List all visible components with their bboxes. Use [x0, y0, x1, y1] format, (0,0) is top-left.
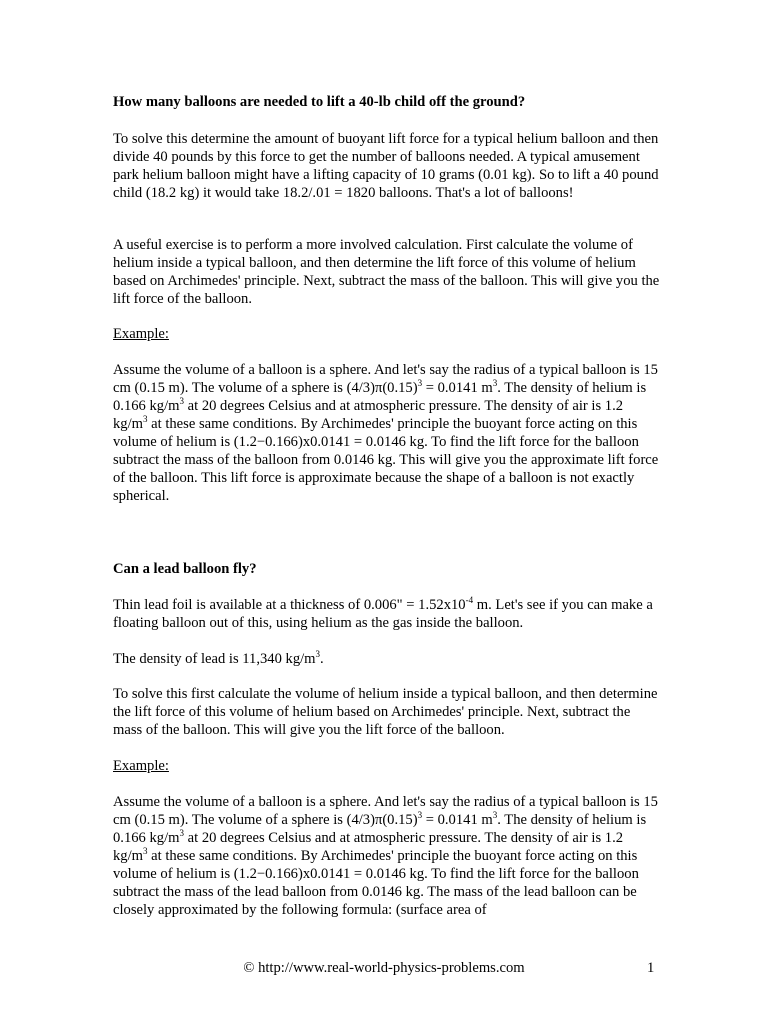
- section-heading-lead-balloon: Can a lead balloon fly?: [113, 561, 257, 577]
- paragraph-exercise: A useful exercise is to perform a more involved calculation. First calculate the volume of helium inside a typical balloon, and then determine the lift force of this volume of helium based on Archimedes' principle. Next, subtract the mass of the balloon. This will give you the lift force of the balloon.: [113, 237, 660, 307]
- paragraph-example-calculation: Assume the volume of a balloon is a sphere. And let's say the radius of a typical balloon is 15 cm (0.15 m). The volume of a sphere is $(4/3)\pi(0.15)^3 = 0.0141$ $m^3$. The density of helium is 0.166 $kg/m^3$ at 20 degrees Celsius and at atmospheric pressure. The density of air is 1.2 $kg/m^3$ at these same conditions. By Archimedes' principle the buoyant force acting on this volume of helium is (1.2−0.166)x0.0141 = 0.0146 kg. To find the lift force for the balloon subtract the mass of the balloon from 0.0146 kg. This will give you the approximate lift force of the balloon. This lift force is approximate because the shape of a balloon is not exactly spherical.: [113, 362, 659, 504]
- paragraph-lead-density: The density of lead is 11,340 $kg/m^3$.: [113, 649, 324, 667]
- paragraph-lead-foil: Thin lead foil is available at a thickness of 0.006" = $1.52x10^{-4}$ m. Let's see if you can make a floating balloon out of this, using helium as the gas inside the balloon.: [113, 595, 653, 631]
- section-heading-balloons-lift-child: How many balloons are needed to lift a 40-lb child off the ground?: [113, 94, 526, 110]
- footer-url: © http://www.real-world-physics-problems.com: [243, 960, 525, 976]
- example-label: Example:: [113, 326, 169, 342]
- example-label-2: Example:: [113, 758, 169, 774]
- page-number: 1: [647, 960, 655, 976]
- paragraph-intro: To solve this determine the amount of buoyant lift force for a typical helium balloon and then divide 40 pounds by this force to get the number of balloons needed. A typical amusement park helium balloon might have a lifting capacity of 10 grams (0.01 kg). So to lift a 40 pound child (18.2 kg) it would take 18.2/.01 = 1820 balloons. That's a lot of balloons!: [113, 131, 659, 201]
- paragraph-example-calculation-2: Assume the volume of a balloon is a sphere. And let's say the radius of a typical balloon is 15 cm (0.15 m). The volume of a sphere is $(4/3)\pi(0.15)^3 = 0.0141$ $m^3$. The density of helium is 0.166 $kg/m^3$ at 20 degrees Celsius and at atmospheric pressure. The density of air is 1.2 $kg/m^3$ at these same conditions. By Archimedes' principle the buoyant force acting on this volume of helium is (1.2−0.166)x0.0141 = 0.0146 kg. To find the lift force for the balloon subtract the mass of the lead balloon from 0.0146 kg. The mass of the lead balloon can be closely approximated by the following formula: (surface area of: [113, 794, 658, 918]
- paragraph-solve-first: To solve this first calculate the volume of helium inside a typical balloon, and then determine the lift force of this volume of helium based on Archimedes' principle. Next, subtract the mass of the balloon. This will give you the lift force of the balloon.: [113, 686, 658, 738]
